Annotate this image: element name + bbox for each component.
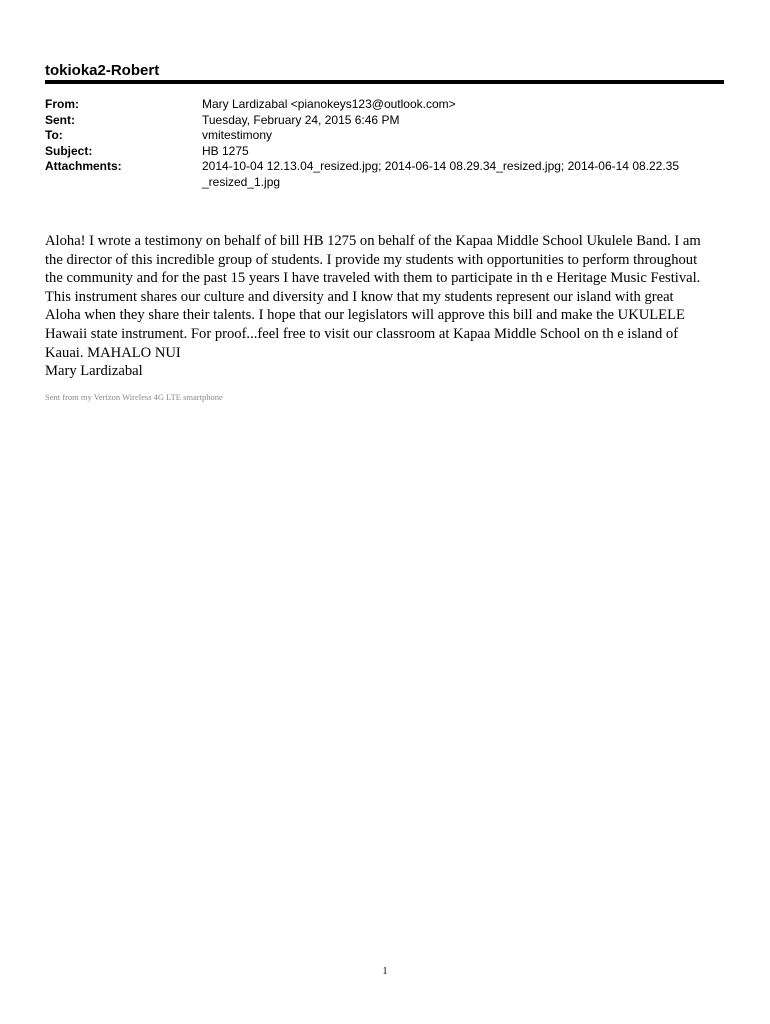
attachments-value [202,159,724,190]
to-value-line: vmitestimony [202,128,273,142]
signature-name: Mary Lardizabal [45,363,143,380]
from-value-line: Mary Lardizabal <pianokeys123@outlook.com> [202,97,456,111]
header-row-to [45,128,724,144]
to-label: To: [45,128,63,142]
header-row-from [45,97,724,113]
subject-label: Subject: [45,143,93,158]
attachments-value-line: 2014-10-04 12.13.04_resized.jpg; 2014-06-14 08.29.34_resized.jpg; 2014-06-14 08.22.35 [202,159,680,173]
body-line: the community and for the past 15 years I have traveled with them to participate in th e Heritage Music Festival. [45,270,701,287]
email-headers [45,97,724,190]
attachments-label: Attachments: [45,159,122,173]
body-line: This instrument shares our culture and diversity and I know that my students represent our island with great [45,288,674,305]
sent-value [202,113,724,129]
email-body [45,232,735,381]
subject-value [202,144,724,160]
body-line: Hawaii state instrument. For proof...feel free to visit our classroom at Kapaa Middle School on th e island of [45,325,679,342]
body-line: Kauai. MAHALO NUI [45,344,181,361]
to-value [202,128,724,144]
attachments-value-line: _resized_1.jpg [202,174,281,189]
header-row-subject [45,144,724,160]
body-line: the director of this incredible group of students. I provide my students with opportunities to perform throughout [45,251,698,268]
sent-value-line: Tuesday, February 24, 2015 6:46 PM [202,112,400,127]
from-label: From: [45,97,79,111]
document-title: tokioka2-Robert [45,62,160,79]
body-line: Aloha when they share their talents. I hope that our legislators will approve this bill and make the UKULELE [45,307,685,324]
page-number: 1 [382,966,388,977]
header-row-sent [45,113,724,129]
subject-value-line: HB 1275 [202,143,249,158]
body-line: Aloha! I wrote a testimony on behalf of bill HB 1275 on behalf of the Kapaa Middle School Ukulele Band. I am [45,233,701,249]
header-row-attachments [45,159,724,190]
from-value [202,97,724,113]
sent-label: Sent: [45,112,75,127]
mobile-signature: Sent from my Verizon Wireless 4G LTE smartphone [45,392,223,402]
title-divider [45,80,724,84]
